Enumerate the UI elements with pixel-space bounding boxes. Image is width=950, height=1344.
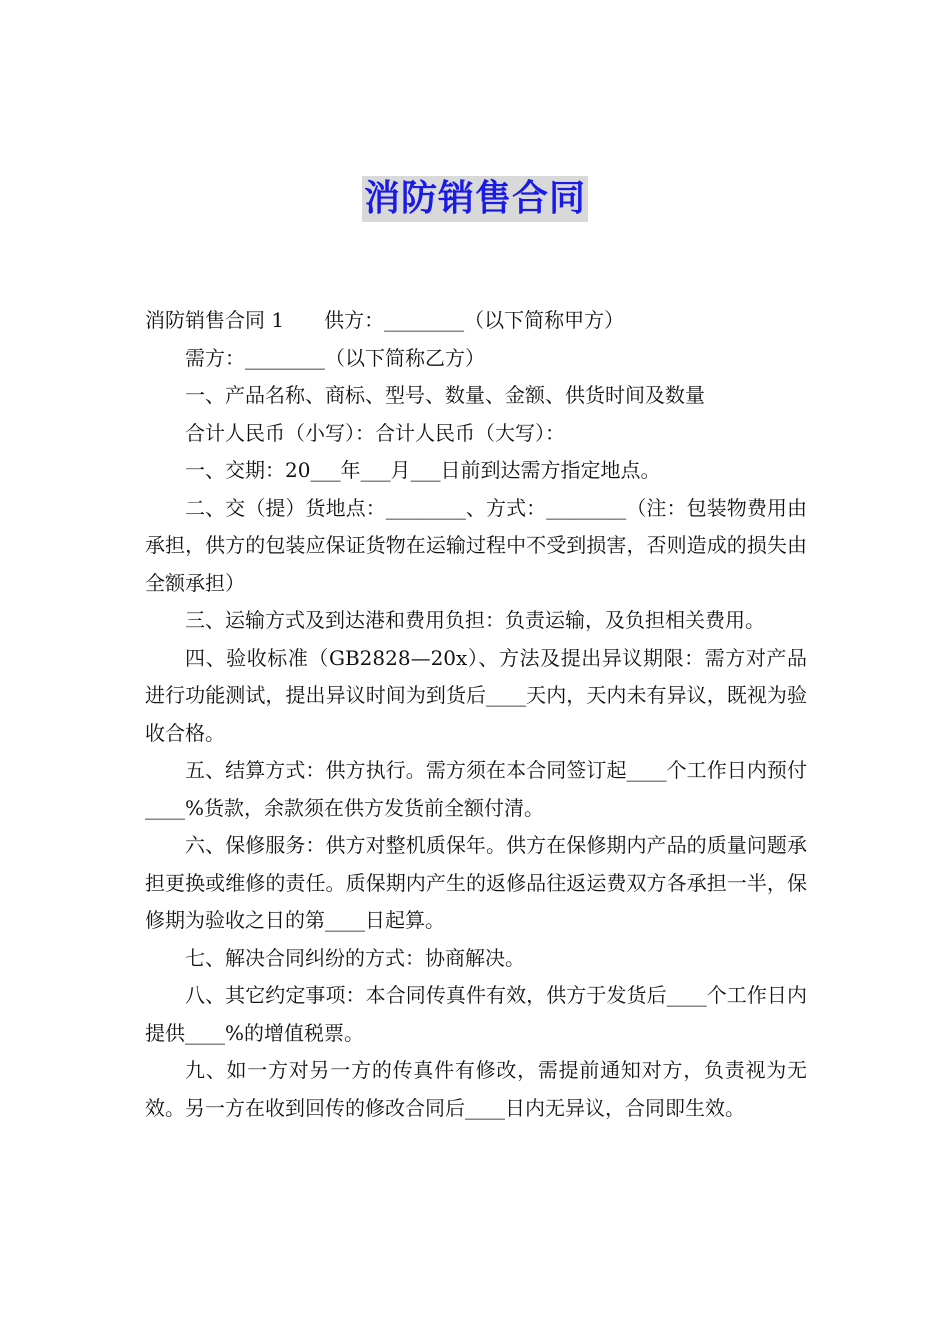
paragraph-clause-dispute: 七、解决合同纠纷的方式：协商解决。 xyxy=(185,945,525,970)
paragraph-clause-product: 一、产品名称、商标、型号、数量、金额、供货时间及数量 xyxy=(185,383,705,407)
paragraph-clause-warranty: 六、保修服务：供方对整机质保年。供方在保修期内产品的质量问题承担更换或维修的责任。质保期内产生的返修品往返运费双方各承担一半，保修期为验收之日的第____日起算。 xyxy=(145,833,807,932)
paragraph-clause-acceptance: 四、验收标准（GB2828—20x）、方法及提出异议期限：需方对产品进行功能测试，提出异议时间为到货后____天内，天内未有异议，既视为验收合格。 xyxy=(145,645,807,745)
document-body xyxy=(145,302,807,1127)
paragraph-clause-fax: 九、如一方对另一方的传真件有修改，需提前通知对方，负责视为无效。另一方在收到回传的修改合同后____日内无异议，合同即生效。 xyxy=(145,1058,807,1120)
paragraph-clause-transport: 三、运输方式及到达港和费用负担：负责运输，及负担相关费用。 xyxy=(185,608,765,632)
paragraph-clause-delivery-date: 一、交期：20___年___月___日前到达需方指定地点。 xyxy=(185,458,661,482)
paragraph-buyer: 需方：________（以下简称乙方） xyxy=(185,345,485,370)
paragraph-total-rmb: 合计人民币（小写）：合计人民币（大写）： xyxy=(185,420,565,445)
paragraph-clause-other: 八、其它约定事项：本合同传真件有效，供方于发货后____个工作日内提供____%的增值税票。 xyxy=(145,983,807,1045)
paragraph-first-line: 消防销售合同 1 供方：________（以下简称甲方） xyxy=(145,308,625,332)
paragraph-clause-delivery-place: 二、交（提）货地点：________、方式：________（注：包装物费用由承担，供方的包装应保证货物在运输过程中不受到损害，否则造成的损失由全额承担） xyxy=(145,495,807,595)
title-container xyxy=(0,176,950,222)
document-title: 消防销售合同 xyxy=(362,176,588,222)
paragraph-clause-settlement: 五、结算方式：供方执行。需方须在本合同签订起____个工作日内预付____%货款，余款须在供方发货前全额付清。 xyxy=(145,758,807,820)
